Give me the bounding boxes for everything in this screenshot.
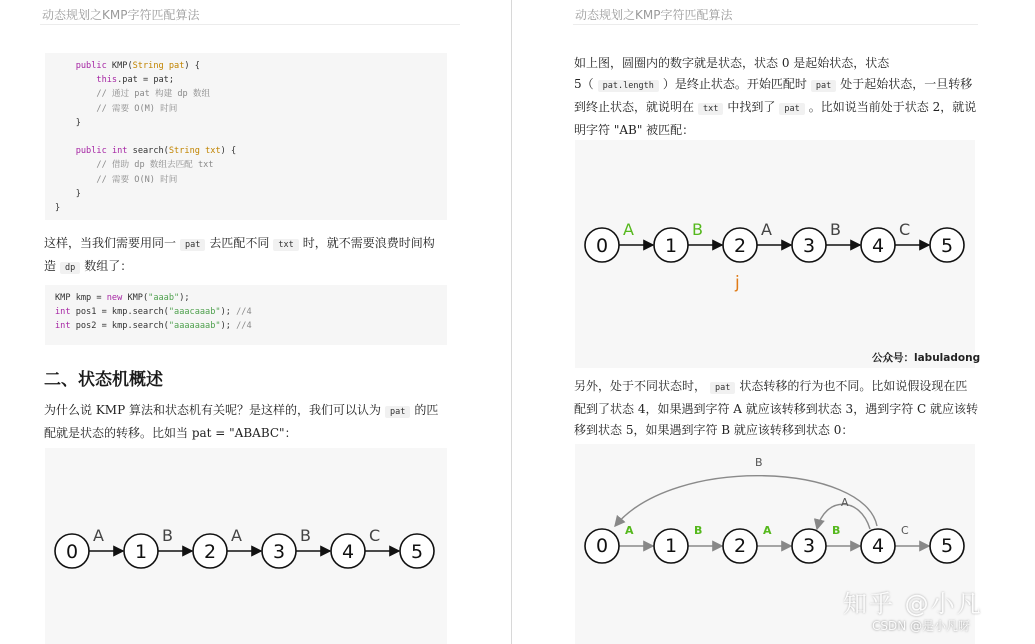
state-node bbox=[55, 534, 89, 568]
section-title: 二、状态机概述 bbox=[44, 370, 163, 390]
state-node bbox=[792, 228, 826, 262]
state-number: 0 bbox=[595, 535, 609, 558]
edge-label: B bbox=[300, 526, 311, 545]
paragraph-state-machine bbox=[44, 400, 464, 444]
paragraph-line bbox=[574, 420, 994, 441]
code-token: ); bbox=[220, 321, 237, 332]
code-token bbox=[55, 175, 96, 185]
paragraph-line bbox=[44, 400, 464, 423]
inline-code: pat bbox=[779, 103, 804, 115]
inline-code: pat bbox=[710, 382, 735, 394]
paragraph-text: 。比如说当前处于状态 2，就说 bbox=[808, 100, 977, 114]
state-node bbox=[585, 228, 619, 262]
left-page bbox=[0, 0, 512, 644]
state-node bbox=[262, 534, 296, 568]
edge-label: A bbox=[231, 526, 242, 545]
state-number: 5 bbox=[940, 535, 954, 558]
state-number: 0 bbox=[595, 234, 609, 257]
code-line bbox=[55, 173, 437, 187]
state-node bbox=[331, 534, 365, 568]
code-block-kmp-usage bbox=[45, 285, 447, 345]
state-number: 2 bbox=[733, 234, 747, 257]
state-node bbox=[792, 529, 826, 563]
state-number: 4 bbox=[871, 234, 885, 257]
code-line bbox=[55, 130, 437, 144]
page-divider bbox=[511, 0, 512, 644]
state-number: 3 bbox=[802, 535, 816, 558]
state-number: 1 bbox=[664, 234, 678, 257]
paragraph-line bbox=[574, 53, 984, 74]
code-token: this bbox=[96, 75, 118, 86]
paragraph-transitions bbox=[574, 376, 994, 441]
paragraph-text: 时，就不需要浪费时间构 bbox=[302, 236, 435, 250]
code-token: ); bbox=[179, 293, 190, 303]
state-node bbox=[930, 228, 964, 262]
paragraph-line bbox=[44, 233, 464, 256]
csdn-watermark: CSDN @是小凡呀 bbox=[872, 619, 971, 633]
code-token: //4 bbox=[236, 321, 252, 332]
paragraph-text: 另外，处于不同状态时， bbox=[574, 379, 707, 393]
paragraph-text: 明字符 "AB" 被匹配： bbox=[574, 123, 695, 137]
code-token: // 需要 O(M) 时间 bbox=[96, 103, 178, 114]
running-header: 动态规划之KMP字符匹配算法 bbox=[42, 8, 200, 22]
code-line bbox=[55, 116, 437, 130]
edge-label: B bbox=[692, 220, 703, 239]
code-token bbox=[55, 160, 96, 170]
right-page bbox=[513, 0, 1035, 644]
code-token: int bbox=[55, 321, 71, 332]
state-number: 0 bbox=[65, 540, 79, 563]
back-edge-4-to-0 bbox=[615, 476, 877, 526]
code-token: pos1 = kmp.search( bbox=[70, 307, 169, 318]
paragraph-line bbox=[44, 423, 464, 444]
paragraph-states-explained bbox=[574, 53, 984, 141]
paragraph-text: ）是终止状态。开始匹配时 bbox=[662, 77, 807, 91]
paragraph-line bbox=[44, 256, 464, 279]
paragraph-text: 到终止状态，就说明在 bbox=[574, 100, 695, 114]
state-node bbox=[861, 529, 895, 563]
code-token: String txt bbox=[168, 146, 221, 157]
paragraph-text: 造 bbox=[44, 259, 57, 273]
code-token: new bbox=[106, 293, 123, 303]
state-node bbox=[861, 228, 895, 262]
paragraph-text: 处于起始状态，一旦转移 bbox=[840, 77, 973, 91]
state-number: 1 bbox=[664, 535, 678, 558]
code-line bbox=[55, 158, 437, 172]
paragraph-line bbox=[574, 97, 984, 120]
state-diagram bbox=[45, 448, 447, 644]
code-token: // 需要 O(N) 时间 bbox=[96, 174, 178, 185]
pointer-label-j: j bbox=[735, 273, 740, 293]
code-block-kmp-class bbox=[45, 53, 447, 220]
code-token: public bbox=[75, 146, 107, 157]
edge-label: C bbox=[901, 524, 909, 537]
state-number: 4 bbox=[341, 540, 355, 563]
edge-label: A bbox=[93, 526, 104, 545]
state-number: 2 bbox=[203, 540, 217, 563]
paragraph-reuse-dp bbox=[44, 233, 464, 279]
code-line bbox=[55, 59, 437, 73]
edge-label: A bbox=[761, 220, 772, 239]
paragraph-text: 为什么说 KMP 算法和状态机有关呢？是这样的，我们可以认为 bbox=[44, 403, 381, 417]
paragraph-line bbox=[574, 74, 984, 97]
code-token: // 通过 pat 构建 dp 数组 bbox=[96, 89, 211, 100]
state-number: 4 bbox=[871, 535, 885, 558]
code-line bbox=[55, 201, 437, 215]
code-token: ) { bbox=[184, 61, 200, 71]
edge-label: B bbox=[694, 524, 703, 537]
code-line bbox=[55, 291, 437, 305]
state-number: 1 bbox=[134, 540, 148, 563]
code-token: "aaacaaab" bbox=[168, 307, 221, 318]
inline-code: pat bbox=[811, 80, 836, 92]
code-token: ) { bbox=[220, 146, 237, 157]
state-number: 3 bbox=[802, 234, 816, 257]
paragraph-text: 配就是状态的转移。比如当 pat = "ABABC"： bbox=[44, 426, 297, 440]
state-node bbox=[723, 529, 757, 563]
paragraph-line bbox=[574, 120, 984, 141]
state-node bbox=[124, 534, 158, 568]
inline-code: pat bbox=[385, 406, 410, 418]
state-node bbox=[400, 534, 434, 568]
code-token: String pat bbox=[132, 61, 185, 71]
code-token: // 借助 dp 数组去匹配 txt bbox=[96, 160, 214, 171]
code-token: public bbox=[75, 61, 107, 71]
state-node bbox=[930, 529, 964, 563]
inline-code: pat bbox=[180, 239, 205, 251]
state-node bbox=[193, 534, 227, 568]
code-token bbox=[55, 146, 76, 156]
code-token: int bbox=[55, 307, 71, 318]
code-token bbox=[55, 75, 96, 85]
paragraph-text: 5（ bbox=[574, 77, 594, 91]
paragraph-text: 的匹 bbox=[414, 403, 439, 417]
code-token: } bbox=[55, 202, 61, 213]
paragraph-text: 这样，当我们需要用同一 bbox=[44, 236, 177, 250]
paragraph-text: 移到状态 5，如果遇到字符 B 就应该转移到状态 0： bbox=[574, 423, 854, 437]
figure-state-pointer bbox=[575, 140, 975, 368]
inline-code: txt bbox=[273, 239, 298, 251]
paragraph-text: 配到了状态 4，如果遇到字符 A 就应该转移到状态 3，遇到字符 C 就应该转 bbox=[574, 402, 979, 416]
paragraph-text: 如上图，圆圈内的数字就是状态，状态 0 是起始状态，状态 bbox=[574, 56, 890, 70]
paragraph-text: 中找到了 bbox=[727, 100, 776, 114]
running-header: 动态规划之KMP字符匹配算法 bbox=[575, 8, 733, 22]
code-token: KMP( bbox=[122, 293, 149, 303]
paragraph-text: 去匹配不同 bbox=[209, 236, 270, 250]
code-token: KMP kmp = bbox=[55, 293, 107, 303]
code-token bbox=[55, 89, 96, 99]
code-token bbox=[55, 104, 96, 114]
edge-label: A bbox=[763, 524, 772, 537]
figure-caption: 公众号：labuladong bbox=[872, 352, 981, 364]
code-token: } bbox=[55, 188, 81, 199]
figure-state-chain bbox=[45, 448, 447, 644]
paragraph-text: 状态转移的行为也不同。比如说假设现在匹 bbox=[739, 379, 968, 393]
code-line bbox=[55, 144, 437, 158]
edge-label: C bbox=[899, 220, 911, 239]
paragraph-text: 数组了： bbox=[84, 259, 133, 273]
back-edge-label-a: A bbox=[841, 496, 849, 509]
zhihu-watermark: 知乎 @小凡 bbox=[843, 590, 983, 618]
state-node bbox=[654, 529, 688, 563]
code-token: ); bbox=[220, 307, 237, 318]
code-token: search( bbox=[127, 146, 169, 157]
inline-code: dp bbox=[60, 262, 80, 274]
state-diagram bbox=[575, 140, 975, 368]
state-node bbox=[723, 228, 757, 262]
state-number: 5 bbox=[940, 234, 954, 257]
code-line bbox=[55, 187, 437, 201]
edge-label: B bbox=[162, 526, 173, 545]
edge-label: C bbox=[369, 526, 381, 545]
code-line bbox=[55, 73, 437, 87]
inline-code: pat.length bbox=[598, 80, 659, 92]
code-token: "aaaaaaab" bbox=[168, 321, 221, 332]
code-line bbox=[55, 305, 437, 319]
edge-label: A bbox=[625, 524, 634, 537]
back-edge-label-b: B bbox=[755, 456, 763, 469]
state-number: 5 bbox=[410, 540, 424, 563]
code-token: pos2 = kmp.search( bbox=[70, 321, 169, 332]
edge-label: B bbox=[830, 220, 841, 239]
state-node bbox=[654, 228, 688, 262]
state-number: 2 bbox=[733, 535, 747, 558]
code-line bbox=[55, 87, 437, 101]
code-token: //4 bbox=[236, 307, 252, 318]
paragraph-line bbox=[574, 399, 994, 420]
code-line bbox=[55, 102, 437, 116]
code-token: int bbox=[111, 146, 128, 157]
state-node bbox=[585, 529, 619, 563]
code-token bbox=[55, 61, 76, 71]
header-rule bbox=[573, 24, 978, 25]
edge-label: A bbox=[623, 220, 634, 239]
code-token: .pat = pat; bbox=[117, 75, 175, 86]
paragraph-line bbox=[574, 376, 994, 399]
code-token: KMP( bbox=[106, 61, 133, 71]
code-token: "aaab" bbox=[148, 293, 180, 303]
code-line bbox=[55, 319, 437, 333]
inline-code: txt bbox=[698, 103, 723, 115]
code-token: } bbox=[55, 117, 81, 128]
state-number: 3 bbox=[272, 540, 286, 563]
edge-label: B bbox=[832, 524, 841, 537]
header-rule bbox=[40, 24, 460, 25]
